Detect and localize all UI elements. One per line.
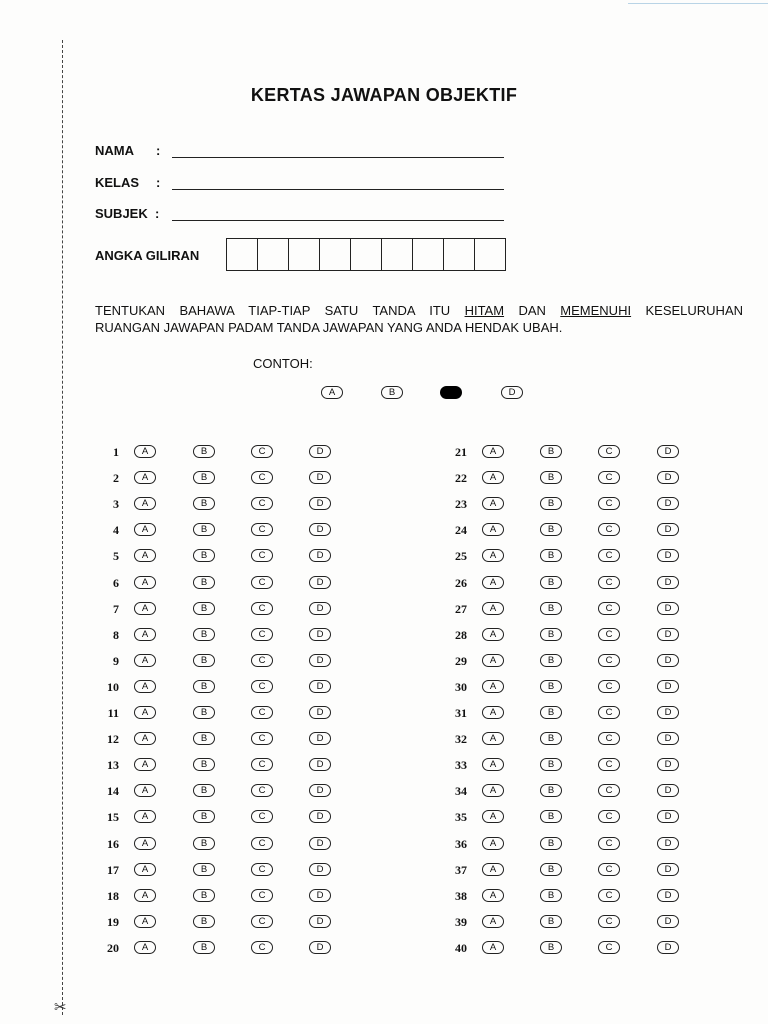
answer-bubble-b[interactable]: B [193,810,215,823]
answer-bubble-c[interactable]: C [598,471,620,484]
answer-bubble-b[interactable]: B [540,497,562,510]
answer-bubble-a[interactable]: A [134,680,156,693]
scissors-icon: ✂ [54,999,67,1016]
question-number: 20 [107,941,119,955]
field-label: SUBJEK [95,206,148,221]
answer-bubble-a[interactable]: A [482,732,504,745]
answer-bubble-c[interactable]: C [598,732,620,745]
contoh-example-row [0,384,768,404]
angka-giliran-box[interactable] [289,239,320,270]
answer-bubble-d[interactable]: D [309,941,331,954]
angka-giliran-box[interactable] [413,239,444,270]
answer-bubble-c[interactable]: C [251,497,273,510]
answer-bubble-d[interactable]: D [657,549,679,562]
question-number: 26 [455,576,467,590]
answer-bubble-d[interactable]: D [309,706,331,719]
question-number: 30 [455,680,467,694]
answer-bubble-d[interactable]: D [309,915,331,928]
answer-bubble-a[interactable]: A [134,863,156,876]
answer-bubble-a[interactable]: A [482,471,504,484]
question-number: 33 [455,758,467,772]
answer-bubble-a[interactable]: A [134,941,156,954]
answer-bubble-c[interactable]: C [598,758,620,771]
answer-bubble-b[interactable]: B [540,576,562,589]
answer-bubble-b[interactable]: B [540,680,562,693]
answer-bubble-a[interactable]: A [134,915,156,928]
instruction-text: DAN [504,303,561,318]
answer-bubble-b[interactable]: B [193,602,215,615]
answer-bubble-a[interactable]: A [134,523,156,536]
instructions [95,302,743,336]
field-label: KELAS [95,175,140,190]
answer-bubble-b[interactable]: B [193,784,215,797]
answer-bubble-b[interactable]: B [540,549,562,562]
answer-bubble-c[interactable]: C [251,680,273,693]
answer-bubble-c[interactable]: C [251,941,273,954]
answer-bubble-d[interactable]: D [309,732,331,745]
answer-bubble-b[interactable]: B [193,523,215,536]
answer-bubble-d[interactable]: D [657,497,679,510]
answer-bubble-d[interactable]: D [657,941,679,954]
answer-bubble-a[interactable]: A [482,758,504,771]
answer-bubble-d[interactable]: D [657,810,679,823]
answer-bubble-c[interactable]: C [598,523,620,536]
answer-bubble-b[interactable]: B [193,941,215,954]
answer-bubble-a[interactable]: A [134,602,156,615]
answer-bubble-a[interactable]: A [134,810,156,823]
answer-bubble-a[interactable]: A [134,471,156,484]
answer-bubble-a[interactable]: A [482,941,504,954]
answer-bubble-d[interactable]: D [309,784,331,797]
question-number: 24 [455,523,467,537]
answer-bubble-b[interactable]: B [540,602,562,615]
answer-bubble-b[interactable]: B [193,889,215,902]
question-number: 35 [455,810,467,824]
nama-input-line[interactable] [172,157,504,158]
answer-bubble-a[interactable]: A [134,837,156,850]
answer-bubble-d[interactable]: D [657,654,679,667]
angka-giliran-box[interactable] [475,239,505,270]
question-number: 39 [455,915,467,929]
question-number: 37 [455,863,467,877]
answer-bubble-a[interactable]: A [482,445,504,458]
answer-bubble-c[interactable]: C [251,523,273,536]
answer-bubble-b[interactable]: B [193,549,215,562]
question-number: 16 [107,837,119,851]
answer-bubble-a[interactable]: A [482,523,504,536]
field-colon: : [156,175,161,190]
answer-bubble-c[interactable]: C [598,915,620,928]
answer-bubble-a[interactable]: A [482,810,504,823]
answer-bubble-a[interactable]: A [482,706,504,719]
answer-bubble-b[interactable]: B [540,706,562,719]
question-number: 4 [113,523,119,537]
answer-bubble-d[interactable]: D [309,889,331,902]
answer-bubble-a[interactable]: A [134,706,156,719]
answer-bubble-b[interactable]: B [193,837,215,850]
answer-bubble-a[interactable]: A [482,680,504,693]
answer-bubble-c[interactable]: C [598,549,620,562]
answer-bubble-b[interactable]: B [193,758,215,771]
question-number: 18 [107,889,119,903]
answer-bubble-c[interactable]: C [598,889,620,902]
answer-bubble-d[interactable]: D [309,810,331,823]
answer-bubble-d[interactable]: D [309,863,331,876]
answer-bubble-a[interactable]: A [134,784,156,797]
answer-bubble-a[interactable]: A [482,863,504,876]
answer-bubble-c[interactable]: C [251,576,273,589]
instruction-memenuhi: MEMENUHI [560,303,632,318]
answer-bubble-c[interactable]: C [251,471,273,484]
answer-bubble-c[interactable]: C [598,784,620,797]
answer-bubble-b[interactable]: B [540,784,562,797]
page-title: KERTAS JAWAPAN OBJEKTIF [250,85,518,105]
question-number: 25 [455,549,467,563]
question-number: 9 [113,654,119,668]
answer-bubble-b[interactable]: B [540,837,562,850]
answer-bubble-b[interactable]: B [540,758,562,771]
field-colon: : [155,206,160,221]
subjek-input-line[interactable] [172,220,504,221]
answer-bubble-c[interactable]: C [598,941,620,954]
question-number: 31 [455,706,467,720]
answer-bubble-a[interactable]: A [482,602,504,615]
question-number: 1 [113,445,119,459]
answer-bubble-a[interactable]: A [134,628,156,641]
question-number: 3 [113,497,119,511]
question-number: 2 [113,471,119,485]
instruction-line-1 [95,302,743,319]
answer-bubble-c[interactable]: C [598,654,620,667]
top-edge-line [628,3,768,4]
answer-bubble-d[interactable]: D [657,523,679,536]
answer-bubble-d[interactable]: D [657,863,679,876]
answer-bubble-d[interactable]: D [657,837,679,850]
answer-bubble-c[interactable]: C [251,549,273,562]
answer-bubble-c[interactable]: C [251,602,273,615]
answer-bubble-d[interactable]: D [309,654,331,667]
answer-bubble-c[interactable]: C [251,915,273,928]
contoh-bubble-b: B [381,386,403,399]
answer-bubble-c[interactable]: C [251,445,273,458]
answer-bubble-b[interactable]: B [540,915,562,928]
answer-bubble-a[interactable]: A [134,445,156,458]
question-number: 36 [455,837,467,851]
question-number: 21 [455,445,467,459]
answer-bubble-a[interactable]: A [134,889,156,902]
answer-bubble-c[interactable]: C [251,837,273,850]
contoh-label: CONTOH: [253,356,313,371]
answer-bubble-d[interactable]: D [309,471,331,484]
answer-bubble-d[interactable]: D [309,602,331,615]
instruction-text: TENTUKAN BAHAWA TIAP-TIAP SATU TANDA ITU [95,303,465,318]
answer-bubble-d[interactable]: D [657,915,679,928]
answer-bubble-c[interactable]: C [251,784,273,797]
answer-bubble-b[interactable]: B [193,732,215,745]
question-number: 7 [113,602,119,616]
answer-bubble-d[interactable]: D [309,680,331,693]
question-number: 23 [455,497,467,511]
angka-giliran-label: ANGKA GILIRAN [95,248,200,263]
question-number: 12 [107,732,119,746]
question-number: 10 [107,680,119,694]
answer-bubble-d[interactable]: D [309,758,331,771]
instruction-hitam: HITAM [464,303,505,318]
answer-bubble-b[interactable]: B [540,889,562,902]
angka-giliran-boxes [226,238,506,271]
question-number: 28 [455,628,467,642]
answer-bubble-d[interactable]: D [657,471,679,484]
answer-bubble-c[interactable]: C [598,810,620,823]
kelas-input-line[interactable] [172,189,504,190]
answer-bubble-b[interactable]: B [540,523,562,536]
question-number: 19 [107,915,119,929]
answer-bubble-c[interactable]: C [251,758,273,771]
answer-bubble-d[interactable]: D [657,576,679,589]
answer-bubble-c[interactable]: C [598,497,620,510]
answer-bubble-d[interactable]: D [657,628,679,641]
answer-bubble-a[interactable]: A [134,758,156,771]
answer-bubble-b[interactable]: B [540,654,562,667]
field-colon: : [156,143,161,158]
answer-bubble-b[interactable]: B [540,445,562,458]
field-label: NAMA [95,143,134,158]
question-number: 14 [107,784,119,798]
answer-bubble-b[interactable]: B [540,471,562,484]
angka-giliran-box[interactable] [320,239,351,270]
answer-bubble-c[interactable]: C [251,889,273,902]
question-number: 15 [107,810,119,824]
answer-bubble-c[interactable]: C [251,863,273,876]
question-number: 17 [107,863,119,877]
answer-bubble-d[interactable]: D [657,732,679,745]
question-number: 27 [455,602,467,616]
angka-giliran-box[interactable] [382,239,413,270]
answer-bubble-b[interactable]: B [540,941,562,954]
answer-bubble-d[interactable]: D [309,497,331,510]
question-number: 29 [455,654,467,668]
answer-bubble-c[interactable]: C [251,628,273,641]
contoh-bubble-a: A [321,386,343,399]
answer-bubble-a[interactable]: A [482,654,504,667]
answer-bubble-c[interactable]: C [598,602,620,615]
answer-bubble-a[interactable]: A [134,732,156,745]
answer-bubble-a[interactable]: A [482,837,504,850]
answer-bubble-b[interactable]: B [540,810,562,823]
answer-bubble-c[interactable]: C [251,654,273,667]
answer-bubble-d[interactable]: D [657,706,679,719]
answer-bubble-b[interactable]: B [193,706,215,719]
answer-bubble-d[interactable]: D [309,549,331,562]
question-number: 8 [113,628,119,642]
answer-bubble-a[interactable]: A [482,549,504,562]
answer-bubble-d[interactable]: D [657,758,679,771]
contoh-bubble-d: D [501,386,523,399]
answer-bubble-b[interactable]: B [193,445,215,458]
answer-bubble-d[interactable]: D [657,680,679,693]
question-number: 34 [455,784,467,798]
answer-bubble-c[interactable]: C [598,445,620,458]
answer-bubble-d[interactable]: D [657,889,679,902]
answer-bubble-c[interactable]: C [598,706,620,719]
instruction-text: KESELURUHAN [631,303,744,318]
answer-bubble-d[interactable]: D [657,784,679,797]
answer-bubble-b[interactable]: B [193,863,215,876]
angka-giliran-box[interactable] [227,239,258,270]
question-number: 38 [455,889,467,903]
answer-bubble-b[interactable]: B [193,471,215,484]
answer-bubble-c[interactable]: C [598,680,620,693]
angka-giliran-box[interactable] [444,239,475,270]
answer-bubble-a[interactable]: A [134,549,156,562]
answer-bubble-a[interactable]: A [482,889,504,902]
question-number: 13 [107,758,119,772]
answer-bubble-a[interactable]: A [134,654,156,667]
answer-bubble-a[interactable]: A [482,628,504,641]
question-number: 40 [455,941,467,955]
question-number: 5 [113,549,119,563]
answer-bubble-b[interactable]: B [193,497,215,510]
answer-bubble-d[interactable]: D [657,602,679,615]
answer-bubble-d[interactable]: D [309,576,331,589]
answer-bubble-c[interactable]: C [598,576,620,589]
answer-bubble-c[interactable]: C [598,837,620,850]
answer-bubble-c[interactable]: C [598,863,620,876]
answer-bubble-b[interactable]: B [540,863,562,876]
answer-bubble-c[interactable]: C [251,810,273,823]
contoh-bubble-c [440,386,462,399]
answer-bubble-b[interactable]: B [540,732,562,745]
answer-bubble-b[interactable]: B [193,628,215,641]
answer-bubble-d[interactable]: D [309,837,331,850]
answer-bubble-b[interactable]: B [540,628,562,641]
answer-bubble-b[interactable]: B [193,915,215,928]
question-number: 32 [455,732,467,746]
answer-bubble-b[interactable]: B [193,680,215,693]
answer-bubble-d[interactable]: D [309,523,331,536]
answer-bubble-c[interactable]: C [251,732,273,745]
answer-bubble-c[interactable]: C [598,628,620,641]
answer-bubble-a[interactable]: A [482,576,504,589]
answer-bubble-a[interactable]: A [482,497,504,510]
answer-bubble-d[interactable]: D [657,445,679,458]
question-number: 6 [113,576,119,590]
instruction-line-2: RUANGAN JAWAPAN PADAM TANDA JAWAPAN YANG ANDA HENDAK UBAH. [95,320,563,335]
answer-bubble-d[interactable]: D [309,628,331,641]
answer-bubble-a[interactable]: A [134,576,156,589]
answer-bubble-b[interactable]: B [193,654,215,667]
answer-bubble-a[interactable]: A [482,784,504,797]
answer-bubble-c[interactable]: C [251,706,273,719]
angka-giliran-box[interactable] [351,239,382,270]
answer-bubble-d[interactable]: D [309,445,331,458]
angka-giliran-box[interactable] [258,239,289,270]
question-number: 11 [107,706,119,720]
answer-bubble-a[interactable]: A [482,915,504,928]
answer-bubble-b[interactable]: B [193,576,215,589]
answer-bubble-a[interactable]: A [134,497,156,510]
question-number: 22 [455,471,467,485]
cut-line [62,40,63,1015]
